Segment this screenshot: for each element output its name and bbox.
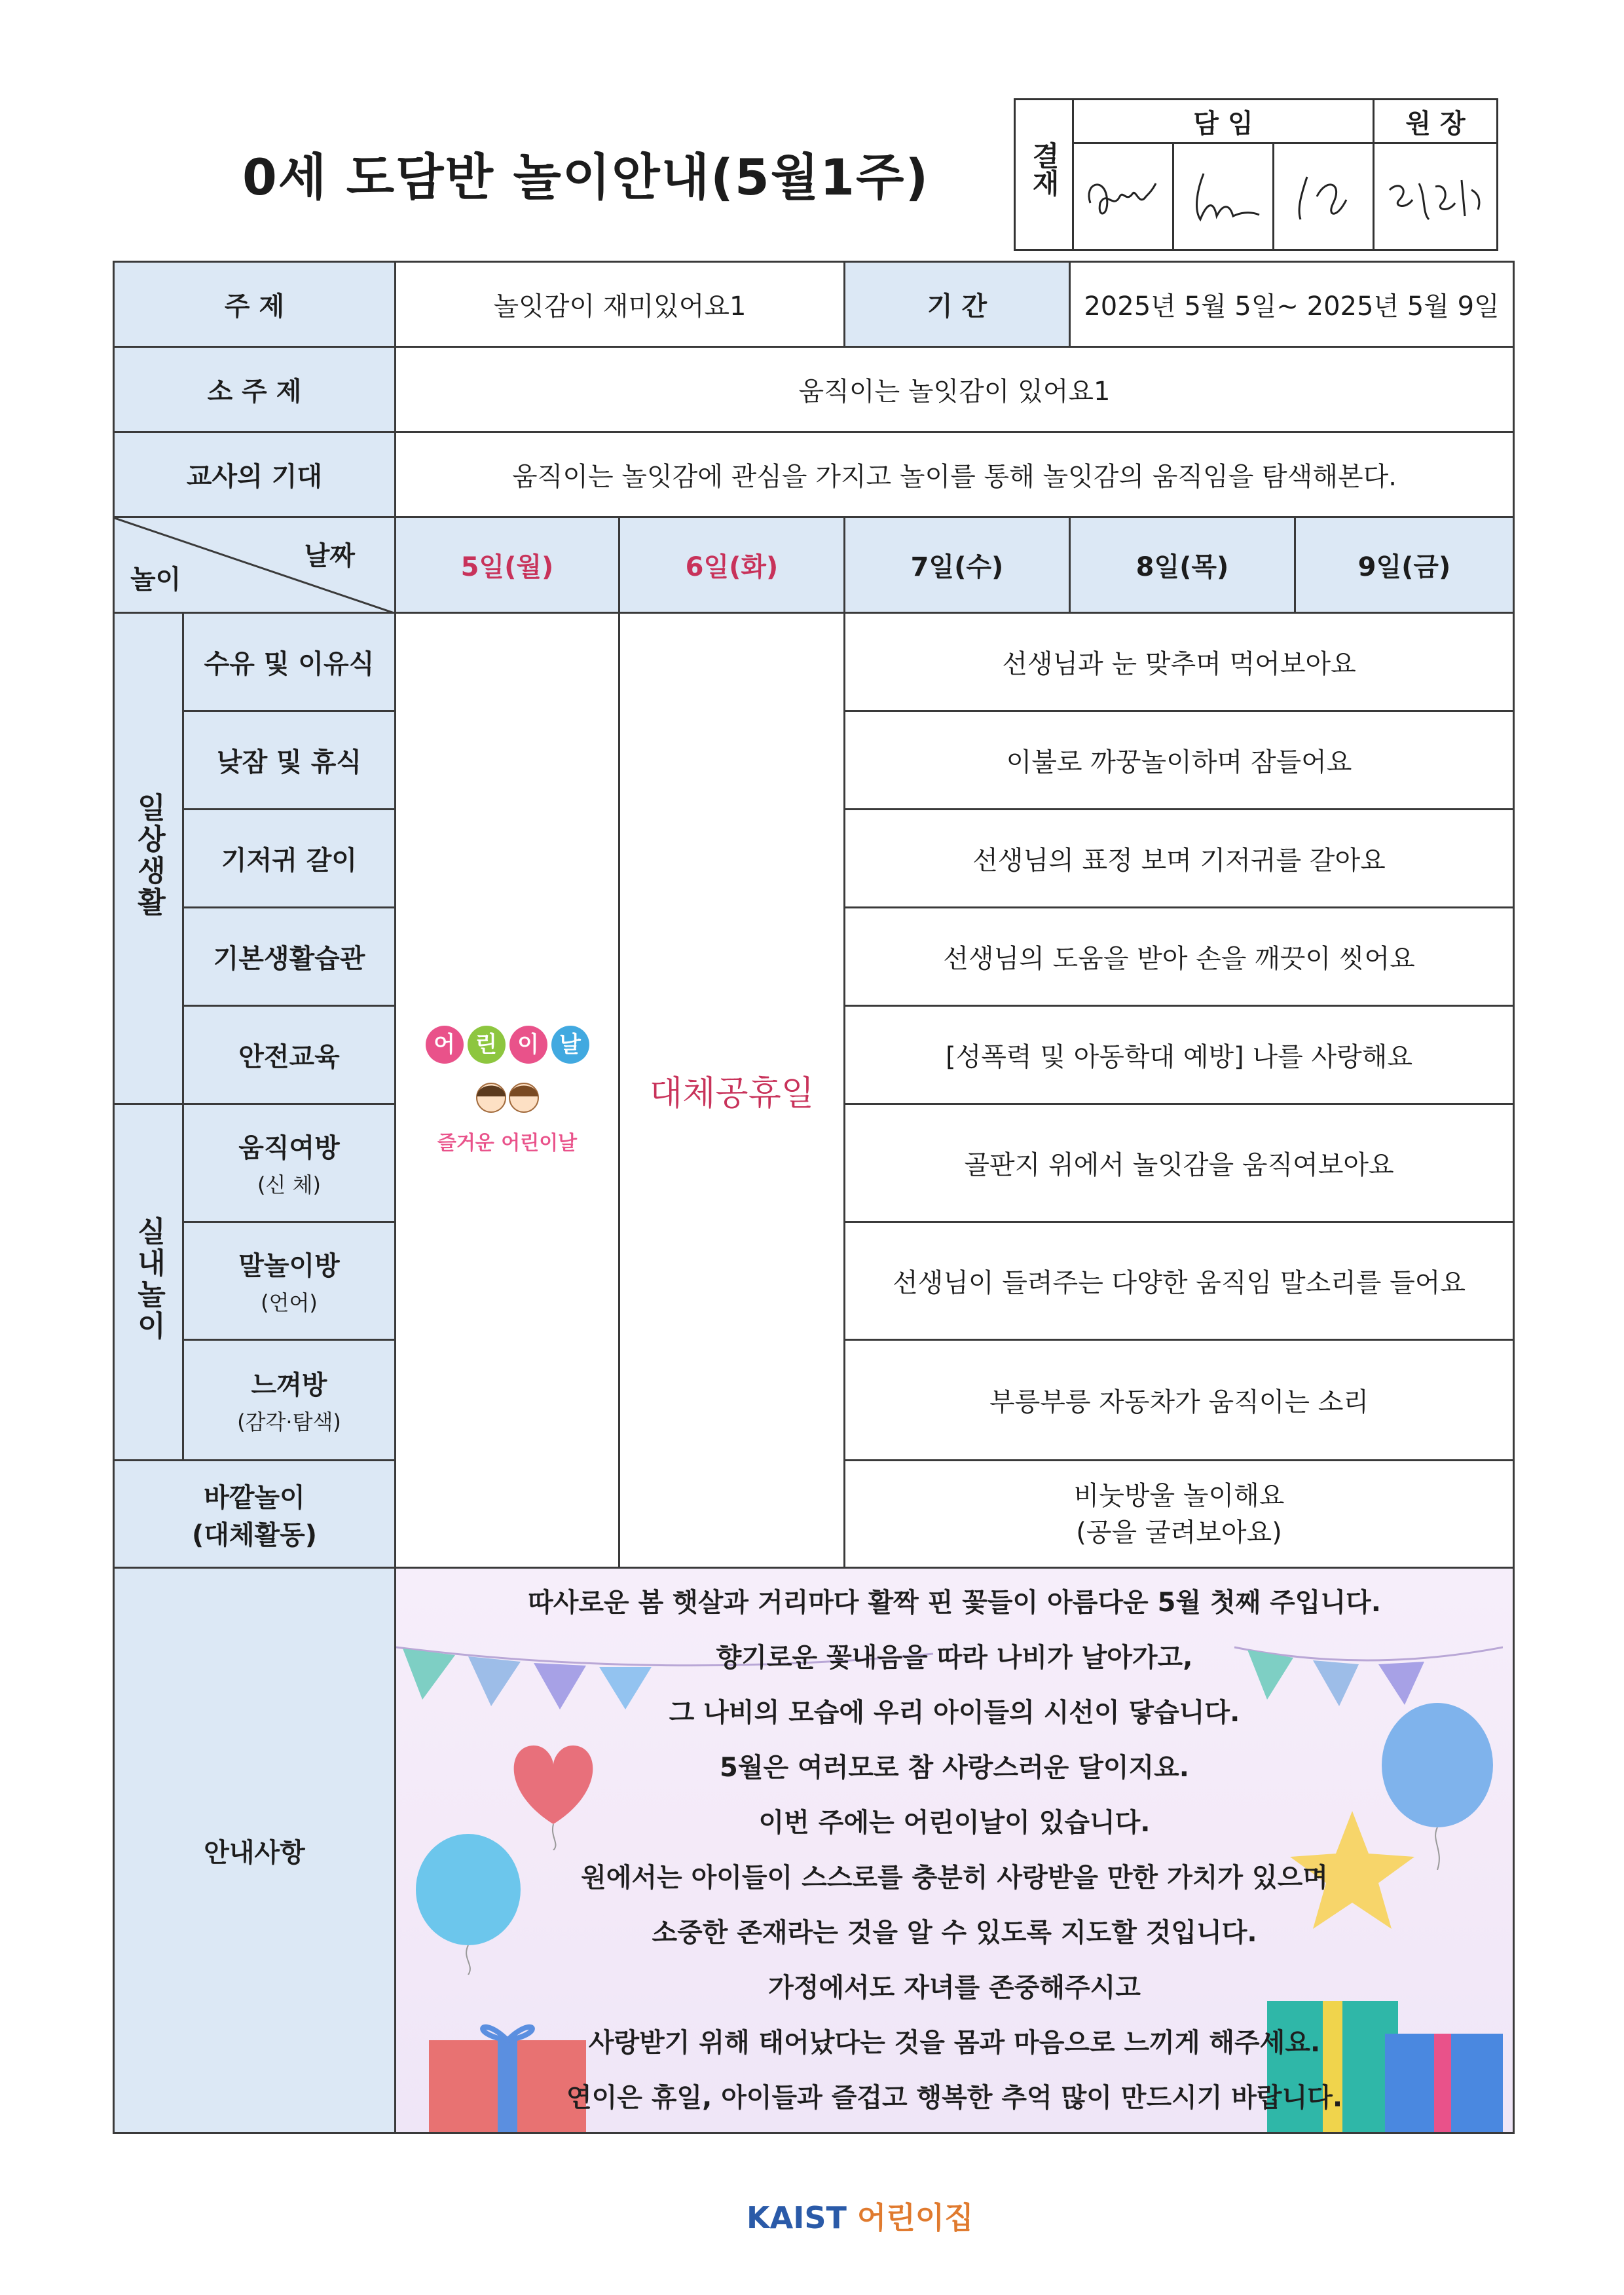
approval-side-label — [1015, 100, 1073, 250]
day-header-wed: 7일(수) — [845, 517, 1070, 613]
notice-content — [396, 1568, 1514, 2133]
notice-line: 소중한 존재라는 것을 알 수 있도록 지도할 것입니다. — [652, 1918, 1257, 1948]
childrens-day-badge — [396, 1026, 618, 1064]
daily-activity: 이불로 까꿍놀이하며 잠들어요 — [845, 711, 1514, 810]
daily-activity: 선생님의 도움을 받아 손을 깨끗이 씻어요 — [845, 908, 1514, 1006]
director-label: 원 장 — [1374, 100, 1498, 143]
weekly-plan-table — [113, 261, 1515, 2134]
subtheme-label: 소 주 제 — [114, 347, 396, 432]
kaist-logo — [747, 2194, 974, 2237]
childrens-day-cell — [396, 613, 619, 1568]
notice-line: 원에서는 아이들이 스스로를 충분히 사랑받을 만한 가치가 있으며 — [581, 1863, 1328, 1893]
outdoor-label — [114, 1461, 396, 1568]
indoor-room-sub: (신 체) — [257, 1172, 321, 1197]
kaist-logo-text: KAIST — [747, 2200, 847, 2235]
indoor-activity: 부릉부릉 자동차가 움직이는 소리 — [845, 1340, 1514, 1461]
center-logo-text: 어린이집 — [857, 2200, 974, 2235]
approval-box — [1014, 98, 1498, 251]
daily-activity: 선생님과 눈 맞추며 먹어보아요 — [845, 613, 1514, 711]
signature-2 — [1173, 143, 1274, 250]
indoor-activity: 선생님이 들려주는 다양한 움직임 말소리를 들어요 — [845, 1222, 1514, 1340]
outdoor-label-line2: (대체활동) — [191, 1520, 318, 1550]
day-corner-cell — [114, 517, 396, 613]
notice-line: 이번 주에는 어린이날이 있습니다. — [758, 1808, 1151, 1838]
notice-line: 5월은 여러모로 참 사랑스러운 달이지요. — [720, 1753, 1189, 1783]
signature-director — [1374, 143, 1498, 250]
notice-line: 향기로운 꽃내음을 따라 나비가 날아가고, — [716, 1643, 1193, 1673]
childrens-day-caption: 즐거운 어린이날 — [437, 1131, 578, 1155]
badge-letter: 이 — [509, 1026, 547, 1064]
outdoor-activity-line1: 비눗방울 놀이해요 — [1073, 1480, 1285, 1511]
indoor-row-label — [183, 1340, 396, 1461]
outdoor-activity — [845, 1461, 1514, 1568]
badge-letter: 린 — [468, 1026, 506, 1064]
daily-activity: 선생님의 표정 보며 기저귀를 갈아요 — [845, 810, 1514, 908]
signature-3 — [1274, 143, 1374, 250]
indoor-row-label — [183, 1222, 396, 1340]
theme-label: 주 제 — [114, 262, 396, 347]
children-faces-icon — [462, 1077, 553, 1116]
daily-row-label: 낮잠 및 휴식 — [183, 711, 396, 810]
indoor-play-group-label: 실내놀이 — [132, 1216, 166, 1342]
notice-label: 안내사항 — [114, 1568, 396, 2133]
corner-date-label: 날짜 — [304, 541, 355, 571]
day-header-mon: 5일(월) — [396, 517, 619, 613]
daily-activity: [성폭력 및 아동학대 예방] 나를 사랑해요 — [845, 1006, 1514, 1104]
theme-value: 놀잇감이 재미있어요1 — [396, 262, 845, 347]
subtheme-value: 움직이는 놀잇감이 있어요1 — [396, 347, 1514, 432]
notice-line: 그 나비의 모습에 우리 아이들의 시선이 닿습니다. — [669, 1698, 1240, 1728]
holiday-text: 대체공휴일 — [649, 1074, 815, 1113]
daily-life-group-label: 일상생활 — [132, 792, 166, 918]
expectation-value: 움직이는 놀잇감에 관심을 가지고 놀이를 통해 놀잇감의 움직임을 탐색해본다. — [396, 432, 1514, 517]
notice-text — [396, 1569, 1513, 2132]
approval-side-text: 결재 — [1028, 141, 1060, 196]
outdoor-activity-line2: (공을 굴려보아요) — [1076, 1517, 1282, 1548]
corner-play-label: 놀이 — [130, 565, 181, 595]
daily-row-label: 기본생활습관 — [183, 908, 396, 1006]
period-value: 2025년 5월 5일~ 2025년 5월 9일 — [1070, 262, 1514, 347]
holiday-cell — [619, 613, 845, 1568]
notice-line: 연이은 휴일, 아이들과 즐겁고 행복한 추억 많이 만드시기 바랍니다. — [566, 2083, 1343, 2113]
notice-line: 따사로운 봄 햇살과 거리마다 활짝 핀 꽃들이 아름다운 5월 첫째 주입니다. — [528, 1588, 1381, 1618]
page-title: 0세 도담반 놀이안내(5월1주) — [242, 148, 930, 206]
daily-row-label: 수유 및 이유식 — [183, 613, 396, 711]
day-header-tue: 6일(화) — [619, 517, 845, 613]
day-header-fri: 9일(금) — [1295, 517, 1514, 613]
outdoor-label-line1: 바깥놀이 — [204, 1482, 305, 1513]
expectation-label: 교사의 기대 — [114, 432, 396, 517]
notice-line: 가정에서도 자녀를 존중해주시고 — [768, 1973, 1141, 2003]
indoor-room-sub: (감각·탐색) — [237, 1409, 341, 1434]
period-label: 기 간 — [845, 262, 1070, 347]
badge-letter: 날 — [551, 1026, 589, 1064]
indoor-activity: 골판지 위에서 놀잇감을 움직여보아요 — [845, 1104, 1514, 1222]
signature-1 — [1073, 143, 1173, 250]
badge-letter: 어 — [426, 1026, 464, 1064]
teacher-label: 담 임 — [1073, 100, 1374, 143]
daily-row-label: 안전교육 — [183, 1006, 396, 1104]
indoor-row-label — [183, 1104, 396, 1222]
indoor-room-name: 말놀이방 — [238, 1251, 340, 1281]
daily-row-label: 기저귀 갈이 — [183, 810, 396, 908]
indoor-play-group — [114, 1104, 183, 1461]
day-header-thu: 8일(목) — [1070, 517, 1295, 613]
indoor-room-sub: (언어) — [261, 1290, 318, 1315]
indoor-room-name: 느껴방 — [251, 1370, 327, 1400]
daily-life-group — [114, 613, 183, 1104]
notice-line: 사랑받기 위해 태어났다는 것을 몸과 마음으로 느끼게 해주세요. — [588, 2028, 1321, 2058]
indoor-room-name: 움직여방 — [238, 1133, 340, 1163]
